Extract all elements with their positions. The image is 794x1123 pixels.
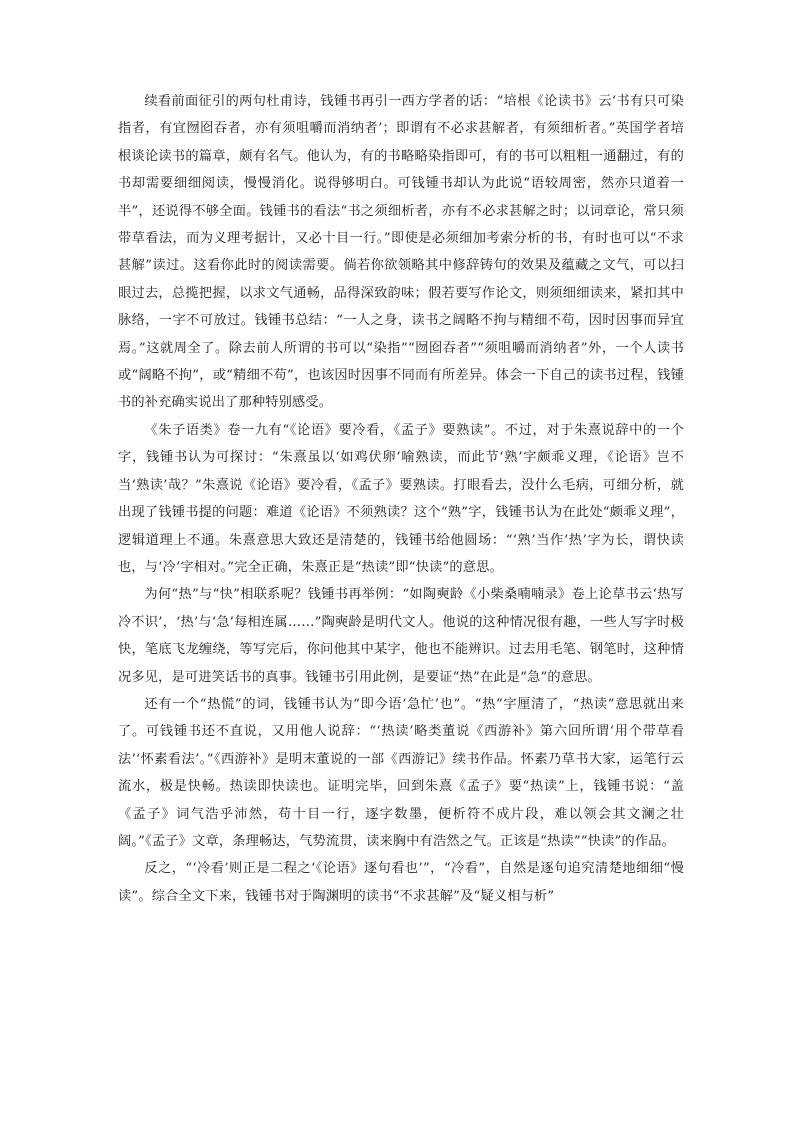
paragraph-leng-kan: 反之，“‘冷看’则正是二程之‘《论语》逐句看也’”，“冷看”，自然是逐句追究清楚地细细“慢读”。综合全文下来，钱锺书对于陶渊明的读书“不求甚解”及“疑义相与析”	[118, 861, 684, 904]
paragraph-re-huang: 还有一个“热慌”的词，钱锺书认为“即今语‘急忙’也”。“热”字厘清了，“热读”意思就出来了。可钱锺书还不直说，又用他人说辞：“‘热读’略类董说《西游补》第六回所谓‘用个带草看法’‘怀素看法’。”《西游补》是明末董说的一部《西游记》续书作品。怀素乃草书大家，运笔行云流水，极是快畅。热读即快读也。证明完毕，回到朱熹《孟子》要“热读”上，钱锺书说：“盖《孟子》词气浩乎沛然，苟十目一行，逐字数墨，便析符不成片段，难以领会其文澜之壮阔。”《孟子》文章，条理畅达，气势流贯，读来胸中有浩然之气。正该是“热读”“快读”的作品。	[118, 696, 684, 849]
paragraph-zhuzi-yulei: 《朱子语类》卷一九有“《论语》要冷看，《孟子》要熟读”。不过，对于朱熹说辞中的一个字，钱锺书认为可探讨：“朱熹虽以‘如鸡伏卵’喻熟读，而此节‘熟’字颇乖义理，《论语》岂不当‘熟读’哉？”朱熹说《论语》要冷看，《孟子》要熟读。打眼看去，没什么毛病，可细分析，就出现了钱锺书提的问题：难道《论语》不须熟读？这个“熟”字，钱锺书认为在此处“颇乖义理”，逻辑道理上不通。朱熹意思大致还是清楚的，钱锺书给他圆场：“‘熟’当作‘热’字为长，谓快读也，与‘冷’字相对。”完全正确，朱熹正是“热读”即“快读”的意思。	[118, 422, 684, 575]
paragraph-re-and-kuai: 为何“热”与“快”相联系呢？钱锺书再举例：“如陶奭龄《小柴桑喃喃录》卷上论草书云‘热写冷不识’，‘热’与‘急’每相连属……”陶奭龄是明代文人。他说的这种情况很有趣，一些人写字时极快，笔底飞龙缠绕，等写完后，你问他其中某字，他也不能辨识。过去用毛笔、钢笔时，这种情况多见，是可进笑话书的真事。钱锺书引用此例，是要证“热”在此是“急”的意思。	[118, 587, 684, 685]
document-page	[118, 88, 684, 910]
paragraph-bacon-reading: 续看前面征引的两句杜甫诗，钱锺书再引一西方学者的话：“培根《论读书》云‘书有只可染指者，有宜囫囵吞者，亦有须咀嚼而消纳者’；即谓有不必求甚解者，有须细析者。”英国学者培根谈论读书的篇章，颇有名气。他认为，有的书略略染指即可，有的书可以粗粗一通翻过，有的书却需要细细阅读，慢慢消化。说得够明白。可钱锺书却认为此说“语较周密，然亦只道着一半”，还说得不够全面。钱锺书的看法“书之须细析者，亦有不必求甚解之时；以词章论，常只须带草看法，而为义理考据计，又必十目一行。”即使是必须细加考索分析的书，有时也可以“不求甚解”读过。这看你此时的阅读需要。倘若你欲领略其中修辞铸句的效果及蕴藏之文气，可以扫眼过去，总揽把握，以求文气通畅，品得深致韵味；假若要写作论文，则须细细读来，紧扣其中脉络，一字不可放过。钱锺书总结：“一人之身，读书之阔略不拘与精细不苟，因时因事而异宜焉。”这就周全了。除去前人所谓的书可以“染指”“囫囵吞者”“须咀嚼而消纳者”外，一个人读书或“阔略不拘”，或“精细不苟”，也该因时因事不同而有所差异。体会一下自己的读书过程，钱锺书的补充确实说出了那种特别感受。	[118, 94, 684, 411]
